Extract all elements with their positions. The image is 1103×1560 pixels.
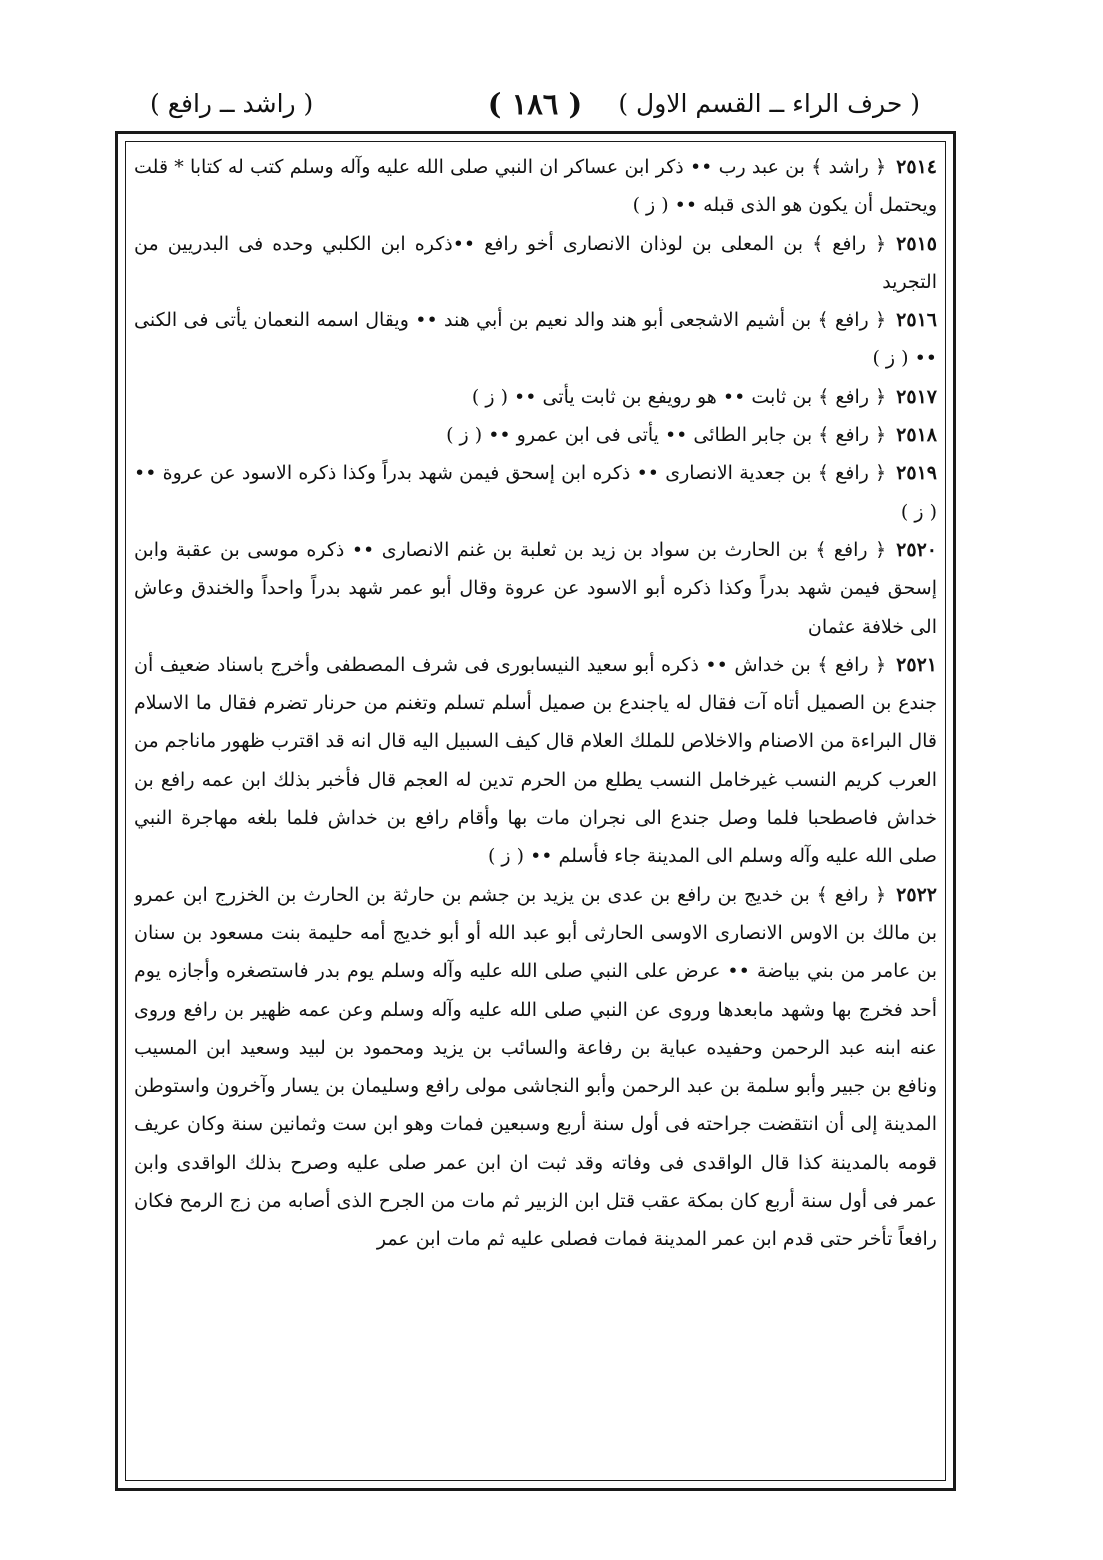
entry-text: ﴿ راشد ﴾ بن عبد رب •• ذكر ابن عساكر ان النبي صلى الله عليه وآله وسلم كتب له كتابا * قلت ويحتمل أن يكون هو الذى قبله •• ( ز )	[134, 156, 937, 217]
entry-range: ( راشد ــ رافع )	[150, 89, 314, 118]
entry	[134, 646, 937, 876]
entry	[134, 225, 937, 302]
entry-number: ٢٥٢٢	[896, 883, 937, 906]
page-header	[150, 84, 920, 130]
entry-text: ﴿ رافع ﴾ بن الحارث بن سواد بن زيد بن ثعلبة بن غنم الانصارى •• ذكره موسى بن عقبة وابن إسحق فيمن شهد بدراً وكذا ذكره أبو الاسود عن عروة وقال أبو عمر شهد بدراً واحداً والخندق وعاش الى خلافة عثمان	[134, 538, 937, 638]
entry	[134, 148, 937, 225]
entry-text: ﴿ رافع ﴾ بن خداش •• ذكره أبو سعيد النيسابورى فى شرف المصطفى وأخرج باسناد ضعيف أن جندع بن الصميل أتاه آت فقال له ياجندع بن صميل أسلم تسلم وتغنم من حرنار تضرم فقال ما الاسلام قال البراءة من الاصنام والاخلاص للملك العلام قال كيف السبيل اليه قال انه قد اقترب ظهور ماناجم من العرب كريم النسب غيرخامل النسب يطلع من الحرم تدين له العجم قال فأخبر بذلك ابن عمه رافع بن خداش فاصطحبا فلما وصل جندع الى نجران مات بها وأقام رافع بن خداش فلما بلغه مهاجرة النبي صلى الله عليه وآله وسلم الى المدينة جاء فأسلم •• ( ز )	[134, 653, 937, 868]
entry-text: ﴿ رافع ﴾ بن جعدية الانصارى •• ذكره ابن إسحق فيمن شهد بدراً وكذا ذكره الاسود عن عروة •• ( ز )	[134, 462, 937, 523]
entry-number: ٢٥١٦	[896, 309, 937, 332]
entry-number: ٢٥٢٠	[896, 538, 937, 561]
entry	[134, 531, 937, 646]
entry-number: ٢٥١٥	[896, 232, 937, 255]
section-title: ( حرف الراء ــ القسم الاول )	[618, 89, 920, 118]
entry-text: ﴿ رافع ﴾ بن خديج بن رافع بن عدى بن يزيد بن جشم بن حارثة بن الحارث بن الخزرج ابن عمرو بن مالك بن الاوس الانصارى الاوسى الحارثى أبو عبد الله أو أبو خديج أمه حليمة بنت مسعود بن سنان بن عامر من بني بياضة •• عرض على النبي صلى الله عليه وآله وسلم يوم بدر فاستصغره وأجازه يوم أحد فخرج بها وشهد مابعدها وروى عن النبي صلى الله عليه وآله وسلم وعن عمه ظهير بن رافع وروى عنه ابنه عبد الرحمن وحفيده عباية بن رفاعة والسائب بن يزيد ومحمود بن لبيد وسعيد ابن المسيب ونافع بن جبير وأبو سلمة بن عبد الرحمن وأبو النجاشى مولى رافع وسليمان بن يسار وآخرون واستوطن المدينة إلى أن انتقضت جراحته فى أول سنة أربع وسبعين فمات وهو ابن ست وثمانين سنة وكان عريف قومه بالمدينة كذا قال الواقدى فى وفاته وقد ثبت ان ابن عمر صلى عليه وصرح بذلك الواقدى وابن عمر فى أول سنة أربع كان بمكة عقب قتل ابن الزبير ثم مات من الجرح الذى أصابه من زج الرمح فكان رافعاً تأخر حتى قدم ابن عمر المدينة فمات فصلى عليه ثم مات ابن عمر	[134, 883, 937, 1251]
entry-text: ﴿ رافع ﴾ بن أشيم الاشجعى أبو هند والد نعيم بن أبي هند •• ويقال اسمه النعمان يأتى فى الكنى •• ( ز )	[134, 309, 937, 370]
entry	[134, 416, 937, 454]
page-border	[115, 131, 956, 1491]
entry	[134, 378, 937, 416]
entry-text: ﴿ رافع ﴾ بن ثابت •• هو رويفع بن ثابت يأتى •• ( ز )	[471, 385, 887, 408]
entry-text: ﴿ رافع ﴾ بن جابر الطائى •• يأتى فى ابن عمرو •• ( ز )	[446, 424, 887, 447]
entry	[134, 301, 937, 378]
page-number: ( ١٨٦ )	[487, 87, 583, 121]
entry-number: ٢٥١٩	[896, 462, 937, 485]
entry-number: ٢٥١٤	[896, 156, 937, 178]
entry-number: ٢٥٢١	[896, 653, 937, 676]
entry-number: ٢٥١٨	[896, 424, 937, 447]
entry-number: ٢٥١٧	[896, 385, 937, 408]
entry	[134, 454, 937, 531]
entry-text: ﴿ رافع ﴾ بن المعلى بن لوذان الانصارى أخو رافع ••ذكره ابن الكلبي وحده فى البدريين من التجريد	[134, 232, 937, 293]
entry	[134, 876, 937, 1259]
main-text	[134, 148, 937, 1476]
